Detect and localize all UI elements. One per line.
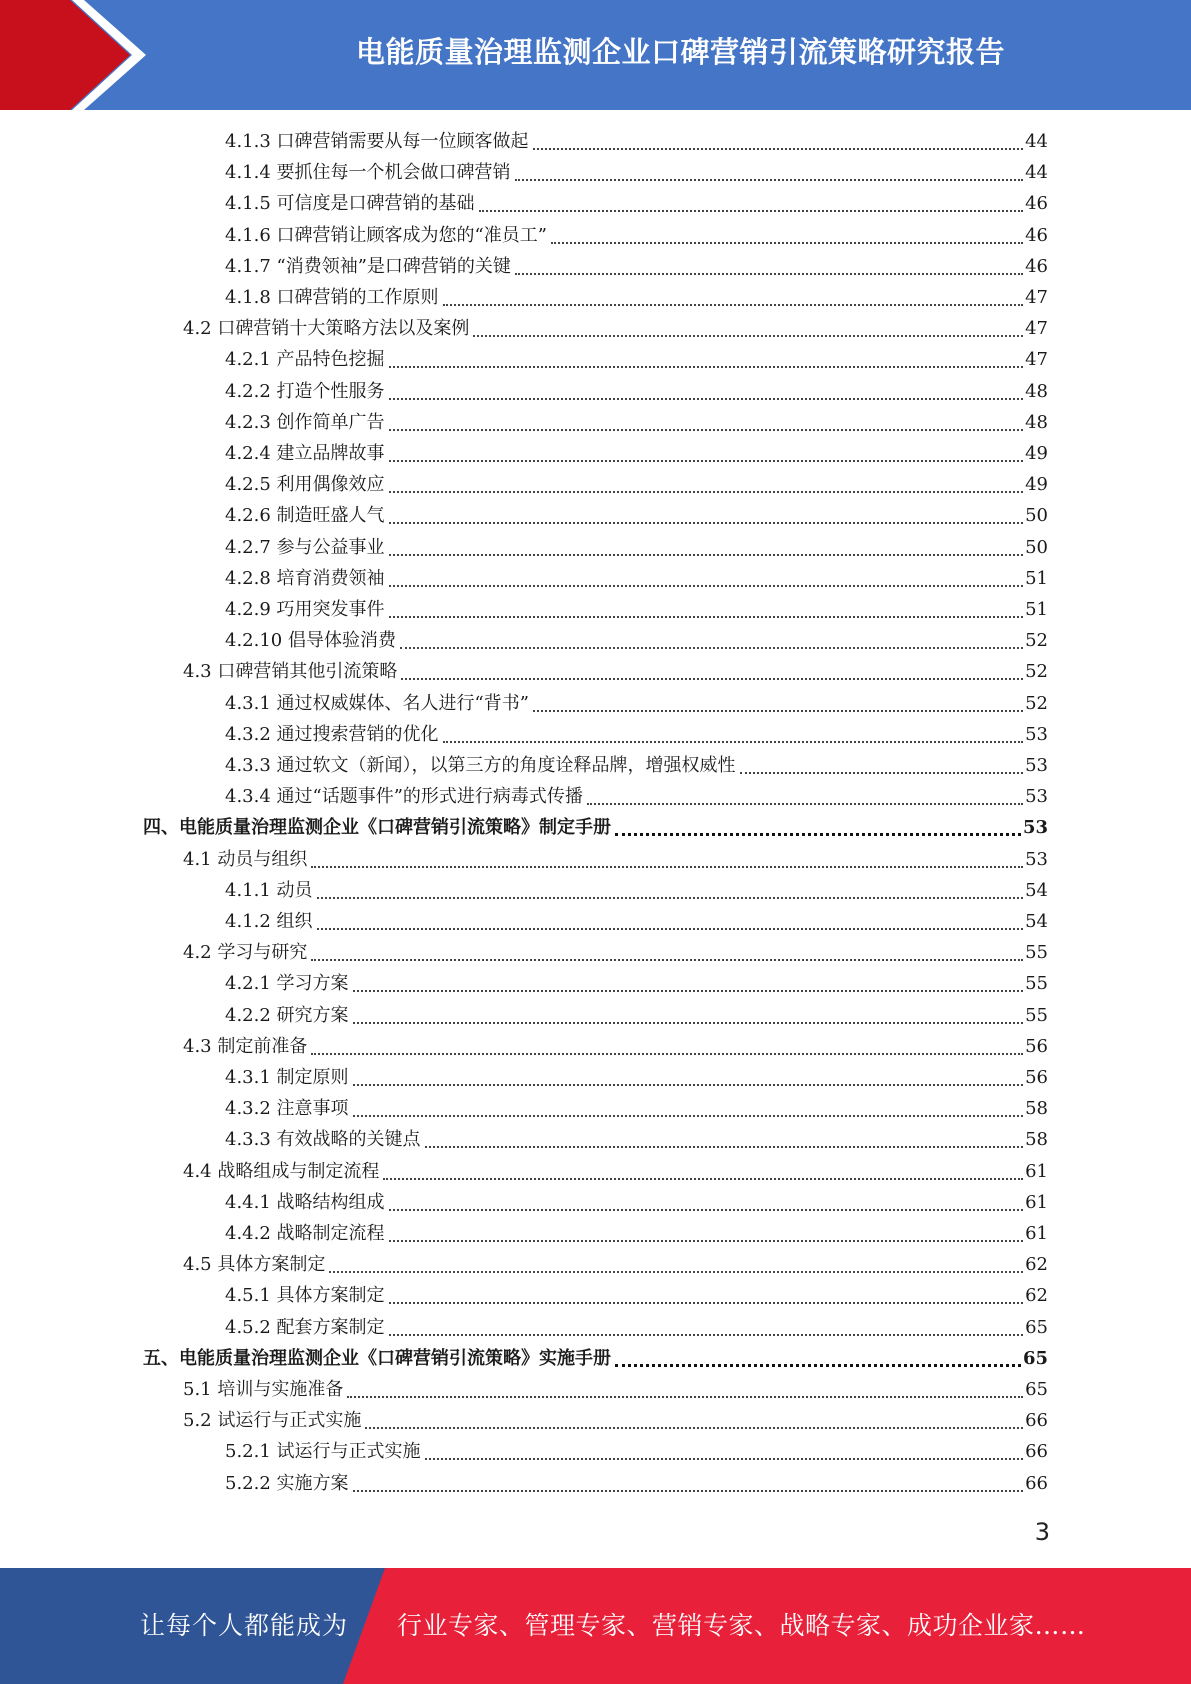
toc-entry-page: 55: [1025, 942, 1048, 964]
toc-entry-title: 4.2.3 创作简单广告: [225, 411, 385, 433]
toc-entry-title: 4.2 口碑营销十大策略方法以及案例: [183, 318, 470, 340]
toc-entry[interactable]: [183, 846, 1048, 874]
toc-entry[interactable]: [183, 1158, 1048, 1186]
toc-entry[interactable]: [225, 908, 1048, 936]
toc-entry-page: 58: [1025, 1129, 1048, 1151]
toc-entry-page: 44: [1025, 162, 1048, 184]
toc-entry-title: 4.2 学习与研究: [183, 942, 308, 964]
toc-entry[interactable]: [225, 222, 1048, 250]
toc-entry-title: 5.1 培训与实施准备: [183, 1379, 344, 1400]
toc-entry-page: 49: [1025, 474, 1048, 496]
toc-entry[interactable]: [225, 596, 1048, 624]
toc-entry-title: 5.2.2 实施方案: [225, 1472, 349, 1494]
report-title: 电能质量治理监测企业口碑营销引流策略研究报告: [355, 34, 1005, 69]
toc-entry[interactable]: [225, 409, 1048, 437]
toc-entry[interactable]: [225, 1095, 1048, 1123]
dot-leader: [473, 315, 1023, 337]
toc-entry-page: 51: [1025, 599, 1048, 620]
toc-entry-title: 4.5 具体方案制定: [183, 1254, 326, 1276]
page-footer: [0, 1568, 1191, 1684]
dot-leader: [615, 813, 1021, 836]
toc-entry-title: 4.2.1 学习方案: [225, 973, 349, 995]
toc-entry-page: 52: [1025, 661, 1048, 683]
toc-entry[interactable]: [225, 471, 1048, 499]
toc-entry-page: 54: [1025, 911, 1048, 932]
toc-entry-title: 4.1.2 组织: [225, 911, 313, 932]
dot-leader: [389, 1189, 1024, 1211]
toc-entry-title: 4.2.8 培育消费领袖: [225, 567, 385, 589]
dot-leader: [311, 1033, 1023, 1055]
dot-leader: [401, 658, 1023, 680]
page-header: [0, 0, 1191, 110]
toc-entry-title: 4.1.5 可信度是口碑营销的基础: [225, 193, 475, 215]
toc-entry[interactable]: [183, 315, 1048, 343]
toc-entry-page: 55: [1025, 973, 1048, 995]
toc-entry[interactable]: [225, 1126, 1048, 1154]
toc-entry-page: 49: [1025, 443, 1048, 464]
toc-entry-title: 4.1.6 口碑营销让顾客成为您的“准员工”: [225, 224, 547, 246]
dot-leader: [353, 1095, 1024, 1117]
toc-entry-page: 66: [1025, 1472, 1048, 1494]
dot-leader: [383, 1158, 1023, 1180]
toc-entry-page: 46: [1025, 255, 1048, 277]
dot-leader: [400, 627, 1023, 649]
toc-entry-page: 55: [1025, 1004, 1048, 1026]
dot-leader: [347, 1376, 1023, 1398]
toc-entry[interactable]: [225, 1314, 1048, 1342]
dot-leader: [353, 1064, 1024, 1086]
toc-entry[interactable]: [225, 565, 1048, 593]
toc-entry-page: 65: [1022, 1347, 1048, 1369]
toc-entry[interactable]: [225, 1064, 1048, 1092]
toc-entry-page: 50: [1025, 536, 1048, 558]
toc-entry-title: 4.5.2 配套方案制定: [225, 1316, 385, 1338]
toc-entry-title: 4.2.5 利用偶像效应: [225, 474, 385, 496]
dot-leader: [533, 128, 1024, 150]
dot-leader: [443, 721, 1024, 743]
toc-entry[interactable]: [225, 346, 1048, 374]
page-number: 3: [1034, 1518, 1050, 1546]
toc-entry[interactable]: [225, 190, 1048, 218]
toc-entry-page: 47: [1025, 287, 1048, 308]
toc-entry-title: 5.2 试运行与正式实施: [183, 1410, 362, 1432]
dot-leader: [389, 1282, 1024, 1304]
toc-entry[interactable]: [225, 534, 1048, 562]
dot-leader: [353, 1470, 1024, 1492]
toc-entry-title: 4.3.1 制定原则: [225, 1067, 349, 1088]
chevron-arrow-icon: [0, 0, 160, 110]
toc-entry-title: 4.3 口碑营销其他引流策略: [183, 661, 398, 683]
toc-entry-title: 4.4.2 战略制定流程: [225, 1223, 385, 1244]
dot-leader: [515, 253, 1023, 275]
dot-leader: [317, 908, 1024, 930]
toc-entry-title: 4.3.1 通过权威媒体、名人进行“背书”: [225, 692, 529, 714]
toc-entry-page: 53: [1025, 723, 1048, 745]
dot-leader: [389, 409, 1024, 431]
toc-entry-page: 61: [1025, 1191, 1048, 1213]
dot-leader: [515, 159, 1024, 181]
dot-leader: [365, 1407, 1023, 1429]
toc-entry[interactable]: [225, 1220, 1048, 1248]
dot-leader: [389, 440, 1024, 462]
dot-leader: [479, 190, 1024, 212]
toc-entry[interactable]: [225, 690, 1048, 718]
toc-entry-title: 4.3.2 注意事项: [225, 1098, 349, 1120]
toc-entry-title: 4.3.3 有效战略的关键点: [225, 1129, 421, 1151]
toc-entry-title: 4.2.10 倡导体验消费: [225, 630, 396, 652]
toc-entry-page: 52: [1025, 692, 1048, 714]
toc-entry-title: 4.3.3 通过软文（新闻），以第三方的角度诠释品牌，增强权威性: [225, 755, 736, 776]
toc-entry-page: 61: [1025, 1223, 1048, 1244]
dot-leader: [389, 596, 1024, 618]
toc-entry[interactable]: [225, 1002, 1048, 1030]
toc-entry-title: 4.1.8 口碑营销的工作原则: [225, 287, 439, 308]
toc-entry-page: 50: [1025, 505, 1048, 527]
toc-entry[interactable]: [225, 159, 1048, 187]
toc-entry[interactable]: [225, 284, 1048, 312]
toc-entry-title: 4.3.2 通过搜索营销的优化: [225, 723, 439, 745]
toc-entry[interactable]: [225, 783, 1048, 811]
toc-entry[interactable]: [225, 1282, 1048, 1310]
toc-entry-title: 4.1 动员与组织: [183, 848, 308, 870]
dot-leader: [317, 877, 1024, 899]
toc-entry-title: 4.4.1 战略结构组成: [225, 1191, 385, 1213]
toc-entry[interactable]: [225, 1438, 1048, 1466]
toc-entry-title: 4.2.6 制造旺盛人气: [225, 505, 385, 527]
toc-entry[interactable]: [143, 1345, 1048, 1373]
dot-leader: [615, 1344, 1021, 1367]
toc-entry-page: 53: [1025, 848, 1048, 870]
toc-entry[interactable]: [225, 378, 1048, 406]
footer-roles: 行业专家、管理专家、营销专家、战略专家、成功企业家……: [397, 1611, 1086, 1640]
toc-entry[interactable]: [225, 440, 1048, 468]
dot-leader: [353, 970, 1024, 992]
toc-entry-title: 四、电能质量治理监测企业《口碑营销引流策略》制定手册: [143, 817, 611, 839]
toc-entry-title: 4.1.1 动员: [225, 879, 313, 901]
toc-entry[interactable]: [225, 128, 1048, 156]
dot-leader: [389, 565, 1024, 587]
dot-leader: [425, 1126, 1024, 1148]
toc-entry[interactable]: [183, 1033, 1048, 1061]
toc-entry-page: 62: [1025, 1254, 1048, 1276]
toc-entry-title: 4.1.3 口碑营销需要从每一位顾客做起: [225, 131, 529, 152]
toc-entry-title: 4.2.9 巧用突发事件: [225, 599, 385, 620]
dot-leader: [329, 1251, 1023, 1273]
toc-entry-page: 56: [1025, 1035, 1048, 1057]
toc-entry[interactable]: [225, 721, 1048, 749]
toc-entry-page: 46: [1025, 224, 1048, 246]
dot-leader: [587, 783, 1023, 805]
toc-entry-title: 4.4 战略组成与制定流程: [183, 1160, 380, 1182]
toc-entry[interactable]: [225, 970, 1048, 998]
toc-entry-page: 66: [1025, 1410, 1048, 1432]
toc-entry-title: 4.1.7 “消费领袖”是口碑营销的关键: [225, 255, 511, 277]
dot-leader: [389, 1314, 1024, 1336]
toc-entry-title: 4.2.2 打造个性服务: [225, 380, 385, 402]
toc-entry-page: 54: [1025, 879, 1048, 901]
dot-leader: [311, 939, 1023, 961]
toc-entry-page: 48: [1025, 411, 1048, 433]
toc-entry-title: 五、电能质量治理监测企业《口碑营销引流策略》实施手册: [143, 1347, 611, 1369]
dot-leader: [311, 846, 1023, 868]
dot-leader: [389, 471, 1024, 493]
toc-entry-page: 66: [1025, 1441, 1048, 1463]
toc-entry[interactable]: [183, 658, 1048, 686]
toc-entry[interactable]: [143, 814, 1048, 842]
dot-leader: [425, 1438, 1024, 1460]
toc-entry-page: 61: [1025, 1160, 1048, 1182]
toc-entry[interactable]: [183, 939, 1048, 967]
toc-entry-page: 62: [1025, 1285, 1048, 1307]
toc-entry[interactable]: [183, 1376, 1048, 1404]
toc-entry[interactable]: [225, 1470, 1048, 1498]
toc-entry-title: 4.2.7 参与公益事业: [225, 536, 385, 558]
toc-entry-page: 46: [1025, 193, 1048, 215]
toc-entry-title: 4.2.4 建立品牌故事: [225, 443, 385, 464]
toc-entry-title: 4.1.4 要抓住每一个机会做口碑营销: [225, 162, 511, 184]
dot-leader: [389, 1220, 1024, 1242]
toc-entry-page: 47: [1025, 349, 1048, 371]
dot-leader: [551, 222, 1023, 244]
toc-entry[interactable]: [225, 877, 1048, 905]
toc-entry-page: 52: [1025, 630, 1048, 652]
toc-entry-page: 48: [1025, 380, 1048, 402]
toc-entry-page: 44: [1025, 131, 1048, 152]
toc-entry-title: 4.5.1 具体方案制定: [225, 1285, 385, 1307]
toc-entry[interactable]: [225, 752, 1048, 780]
toc-entry[interactable]: [225, 1189, 1048, 1217]
dot-leader: [389, 502, 1024, 524]
toc-entry[interactable]: [183, 1407, 1048, 1435]
toc-entry[interactable]: [225, 253, 1048, 281]
toc-entry-page: 47: [1025, 318, 1048, 340]
toc-entry-page: 53: [1025, 786, 1048, 808]
toc-entry-page: 53: [1025, 755, 1048, 776]
dot-leader: [443, 284, 1024, 306]
toc-entry-page: 51: [1025, 567, 1048, 589]
toc-entry-page: 53: [1022, 817, 1048, 839]
dot-leader: [389, 378, 1024, 400]
toc-entry[interactable]: [225, 627, 1048, 655]
dot-leader: [740, 752, 1024, 774]
toc-entry-title: 4.2.1 产品特色挖掘: [225, 349, 385, 371]
toc-entry[interactable]: [225, 502, 1048, 530]
toc-entry-title: 4.3 制定前准备: [183, 1035, 308, 1057]
footer-slogan: 让每个人都能成为: [140, 1611, 349, 1640]
toc-entry[interactable]: [183, 1251, 1048, 1279]
toc-entry-title: 4.2.2 研究方案: [225, 1004, 349, 1026]
dot-leader: [353, 1002, 1024, 1024]
dot-leader: [389, 346, 1024, 368]
dot-leader: [533, 690, 1023, 712]
toc-entry-page: 65: [1025, 1379, 1048, 1400]
toc-entry-page: 58: [1025, 1098, 1048, 1120]
dot-leader: [389, 534, 1024, 556]
toc-entry-title: 4.3.4 通过“话题事件”的形式进行病毒式传播: [225, 786, 583, 808]
toc-entry-page: 56: [1025, 1067, 1048, 1088]
toc-entry-title: 5.2.1 试运行与正式实施: [225, 1441, 421, 1463]
toc-entry-page: 65: [1025, 1316, 1048, 1338]
